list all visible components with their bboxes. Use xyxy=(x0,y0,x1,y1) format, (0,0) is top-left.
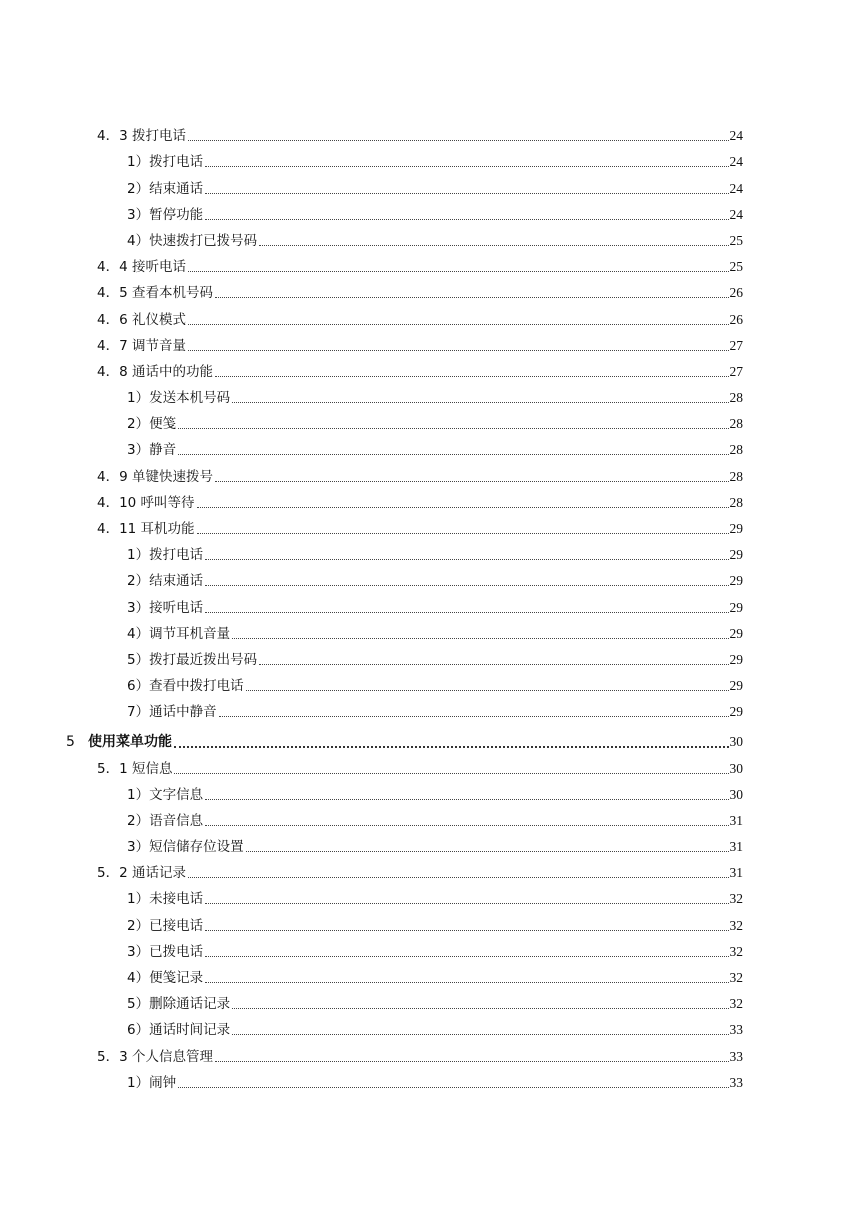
dot-leader xyxy=(197,532,729,534)
toc-entry[interactable] xyxy=(0,1012,868,1038)
toc-page-number: 29 xyxy=(729,704,743,720)
toc-page-number: 31 xyxy=(729,865,743,881)
dot-leader xyxy=(205,955,728,957)
toc-page-number: 29 xyxy=(729,547,743,563)
toc-entry-title: 5）拨打最近拨出号码 xyxy=(127,651,258,668)
toc-entry-title: 1）未接电话 xyxy=(127,891,204,908)
dot-leader xyxy=(215,375,729,377)
toc-entry[interactable] xyxy=(0,1038,868,1064)
dot-leader xyxy=(246,689,729,691)
toc-entry-title: 2）结束通话 xyxy=(127,573,204,590)
toc-entry-title: 7）通话中静音 xyxy=(127,704,217,721)
toc-page-number: 24 xyxy=(729,154,743,170)
toc-entry[interactable] xyxy=(0,720,868,750)
dot-leader xyxy=(259,244,728,246)
toc-entry-title: 4．4 接听电话 xyxy=(97,259,186,276)
toc-entry[interactable] xyxy=(0,750,868,776)
dot-leader xyxy=(188,139,729,141)
toc-page-number: 32 xyxy=(729,891,743,907)
toc-entry[interactable] xyxy=(0,803,868,829)
toc-entry-title: 1）拨打电话 xyxy=(127,547,204,564)
dot-leader xyxy=(219,715,729,717)
toc-page-number: 33 xyxy=(729,1022,743,1038)
dot-leader xyxy=(178,453,728,455)
dot-leader xyxy=(205,584,728,586)
toc-entry[interactable] xyxy=(0,694,868,720)
chapter-number: 5 xyxy=(66,734,75,751)
toc-entry[interactable] xyxy=(0,170,868,196)
toc-entry[interactable] xyxy=(0,960,868,986)
toc-entry-title: 4．5 查看本机号码 xyxy=(97,285,213,302)
toc-page-number: 27 xyxy=(729,337,743,353)
toc-entry-title: 4．3 拨打电话 xyxy=(97,128,186,145)
dot-leader xyxy=(205,611,728,613)
toc-entry-title xyxy=(66,734,172,750)
toc-entry[interactable] xyxy=(0,432,868,458)
toc-entry-title: 2）语音信息 xyxy=(127,812,204,829)
toc-entry[interactable] xyxy=(0,354,868,380)
toc-entry[interactable] xyxy=(0,563,868,589)
chapter-title: 使用菜单功能 xyxy=(88,734,172,751)
toc-entry[interactable] xyxy=(0,881,868,907)
toc-page-number: 30 xyxy=(729,734,743,750)
dot-leader xyxy=(232,1007,728,1009)
toc-entry[interactable] xyxy=(0,197,868,223)
toc-entry[interactable] xyxy=(0,380,868,406)
toc-page-number: 28 xyxy=(729,468,743,484)
toc-entry[interactable] xyxy=(0,777,868,803)
toc-page-number: 26 xyxy=(729,311,743,327)
dot-leader xyxy=(197,506,729,508)
dot-leader xyxy=(215,296,729,298)
toc-page-number: 25 xyxy=(729,232,743,248)
toc-page-number: 32 xyxy=(729,996,743,1012)
toc-page-number: 33 xyxy=(729,1074,743,1090)
toc-entry[interactable] xyxy=(0,855,868,881)
toc-entry-title: 2）已接电话 xyxy=(127,917,204,934)
toc-page-number: 28 xyxy=(729,442,743,458)
dot-leader xyxy=(188,270,729,272)
toc-page-number: 29 xyxy=(729,573,743,589)
dot-leader xyxy=(232,1033,728,1035)
toc-entry[interactable] xyxy=(0,934,868,960)
toc-entry-title: 3）已拨电话 xyxy=(127,943,204,960)
dot-leader xyxy=(174,745,729,748)
toc-page-number: 32 xyxy=(729,943,743,959)
toc-entry[interactable] xyxy=(0,589,868,615)
toc-page-number: 26 xyxy=(729,285,743,301)
toc-entry-title: 5）删除通话记录 xyxy=(127,996,231,1013)
dot-leader xyxy=(205,798,728,800)
toc-entry-title: 4）调节耳机音量 xyxy=(127,625,231,642)
toc-page-number: 31 xyxy=(729,839,743,855)
toc-entry-title: 4．8 通话中的功能 xyxy=(97,363,213,380)
toc-page-number: 28 xyxy=(729,390,743,406)
toc-entry[interactable] xyxy=(0,118,868,144)
toc-page-number: 29 xyxy=(729,625,743,641)
toc-page-number: 24 xyxy=(729,180,743,196)
dot-leader xyxy=(205,929,728,931)
dot-leader xyxy=(215,1060,729,1062)
toc-entry-title: 2）便笺 xyxy=(127,416,177,433)
dot-leader xyxy=(205,824,728,826)
toc-entry[interactable] xyxy=(0,668,868,694)
dot-leader xyxy=(174,772,728,774)
dot-leader xyxy=(205,981,728,983)
toc-entry[interactable] xyxy=(0,458,868,484)
toc-page-number: 32 xyxy=(729,970,743,985)
toc-page-number: 31 xyxy=(729,812,743,828)
toc-entry[interactable] xyxy=(0,406,868,432)
toc-entry[interactable] xyxy=(0,328,868,354)
toc-entry-title: 4．11 耳机功能 xyxy=(97,521,195,537)
toc-entry[interactable] xyxy=(0,829,868,855)
dot-leader xyxy=(188,349,729,351)
toc-page-number: 29 xyxy=(729,521,743,536)
dot-leader xyxy=(205,558,728,560)
dot-leader xyxy=(188,876,729,878)
toc-page-number: 28 xyxy=(729,494,743,510)
toc-entry-title: 4）快速拨打已拨号码 xyxy=(127,232,258,249)
toc-entry-title: 4．9 单键快速拨号 xyxy=(97,468,213,485)
toc-page-number: 30 xyxy=(729,786,743,802)
toc-page-number: 25 xyxy=(729,259,743,275)
dot-leader xyxy=(205,165,728,167)
dot-leader xyxy=(232,637,728,639)
dot-leader xyxy=(178,427,728,429)
dot-leader xyxy=(205,902,728,904)
dot-leader xyxy=(215,480,729,482)
toc-entry-title: 1）拨打电话 xyxy=(127,154,204,171)
toc-page-number: 29 xyxy=(729,651,743,667)
toc-entry[interactable] xyxy=(0,907,868,933)
toc-page-number: 24 xyxy=(729,128,743,144)
toc-entry-title: 1）发送本机号码 xyxy=(127,390,231,407)
toc-entry-title: 2）结束通话 xyxy=(127,180,204,197)
toc-page-number: 32 xyxy=(729,917,743,933)
toc-entry[interactable] xyxy=(0,223,868,249)
dot-leader xyxy=(259,663,728,665)
dot-leader xyxy=(188,323,729,325)
toc-entry[interactable] xyxy=(0,642,868,668)
table-of-contents xyxy=(0,118,868,1091)
toc-entry-title: 1）闹钟 xyxy=(127,1074,177,1091)
toc-entry[interactable] xyxy=(0,301,868,327)
toc-entry-title: 5．3 个人信息管理 xyxy=(97,1048,213,1065)
toc-entry-title: 6）查看中拨打电话 xyxy=(127,678,244,695)
toc-page-number: 29 xyxy=(729,599,743,615)
toc-entry[interactable] xyxy=(0,986,868,1012)
toc-entry[interactable] xyxy=(0,1065,868,1091)
toc-entry-title: 4）便笺记录 xyxy=(127,970,204,986)
toc-entry[interactable] xyxy=(0,511,868,537)
dot-leader xyxy=(205,218,728,220)
dot-leader xyxy=(232,401,728,403)
toc-entry[interactable] xyxy=(0,485,868,511)
toc-entry-title: 4．6 礼仪模式 xyxy=(97,311,186,328)
toc-entry-title: 1）文字信息 xyxy=(127,786,204,803)
toc-entry-title: 3）暂停功能 xyxy=(127,206,204,223)
toc-page-number: 33 xyxy=(729,1048,743,1064)
toc-page-number: 29 xyxy=(729,678,743,694)
toc-page-number: 30 xyxy=(729,760,743,776)
toc-entry-title: 3）静音 xyxy=(127,442,177,459)
toc-page-number: 24 xyxy=(729,206,743,222)
toc-entry-title: 4．10 呼叫等待 xyxy=(97,494,195,511)
toc-entry-title: 5．2 通话记录 xyxy=(97,865,186,882)
dot-leader xyxy=(205,192,728,194)
toc-page-number: 27 xyxy=(729,363,743,379)
toc-entry[interactable] xyxy=(0,249,868,275)
toc-entry[interactable] xyxy=(0,616,868,642)
toc-entry-title: 5．1 短信息 xyxy=(97,760,173,777)
toc-entry-title: 6）通话时间记录 xyxy=(127,1022,231,1039)
dot-leader xyxy=(178,1086,728,1088)
toc-entry[interactable] xyxy=(0,537,868,563)
toc-entry-title: 3）接听电话 xyxy=(127,599,204,616)
toc-entry[interactable] xyxy=(0,144,868,170)
toc-entry[interactable] xyxy=(0,275,868,301)
toc-page-number: 28 xyxy=(729,416,743,432)
toc-entry-title: 4．7 调节音量 xyxy=(97,337,186,354)
toc-entry-title: 3）短信储存位设置 xyxy=(127,839,244,856)
dot-leader xyxy=(246,850,729,852)
